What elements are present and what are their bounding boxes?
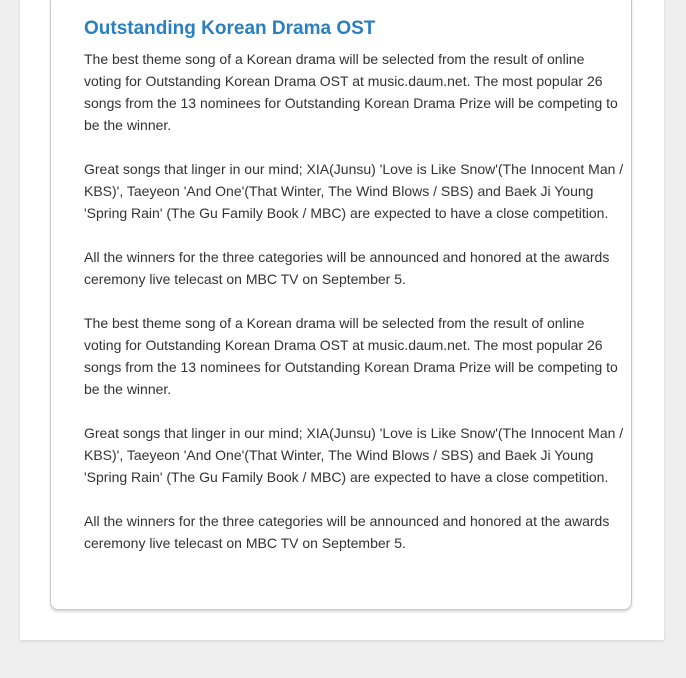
article-paragraph: All the winners for the three categories will be announced and honored at the awards ceremony live telecast on MBC TV on September 5.: [84, 513, 610, 551]
article-content: [84, 18, 624, 554]
article-title: Outstanding Korean Drama OST: [84, 18, 376, 39]
article-card: [50, 0, 632, 610]
article-paragraph: Great songs that linger in our mind; XIA(Junsu) 'Love is Like Snow'(The Innocent Man / KBS)', Taeyeon 'And One'(That Winter, The Wind Blows / SBS) and Baek Ji Young 'Spring Rain' (The Gu Family Book / MBC) are expected to have a close competition.: [84, 161, 624, 221]
article-paragraph: Great songs that linger in our mind; XIA(Junsu) 'Love is Like Snow'(The Innocent Man / KBS)', Taeyeon 'And One'(That Winter, The Wind Blows / SBS) and Baek Ji Young 'Spring Rain' (The Gu Family Book / MBC) are expected to have a close competition.: [84, 425, 624, 485]
page-panel: [20, 0, 664, 640]
article-paragraph: The best theme song of a Korean drama will be selected from the result of online voting for Outstanding Korean Drama OST at music.daum.net. The most popular 26 songs from the 13 nominees for Outstanding Korean Drama Prize will be competing to be the winner.: [84, 51, 618, 133]
article-paragraph: The best theme song of a Korean drama will be selected from the result of online voting for Outstanding Korean Drama OST at music.daum.net. The most popular 26 songs from the 13 nominees for Outstanding Korean Drama Prize will be competing to be the winner.: [84, 315, 618, 397]
article-paragraph: All the winners for the three categories will be announced and honored at the awards ceremony live telecast on MBC TV on September 5.: [84, 249, 610, 287]
